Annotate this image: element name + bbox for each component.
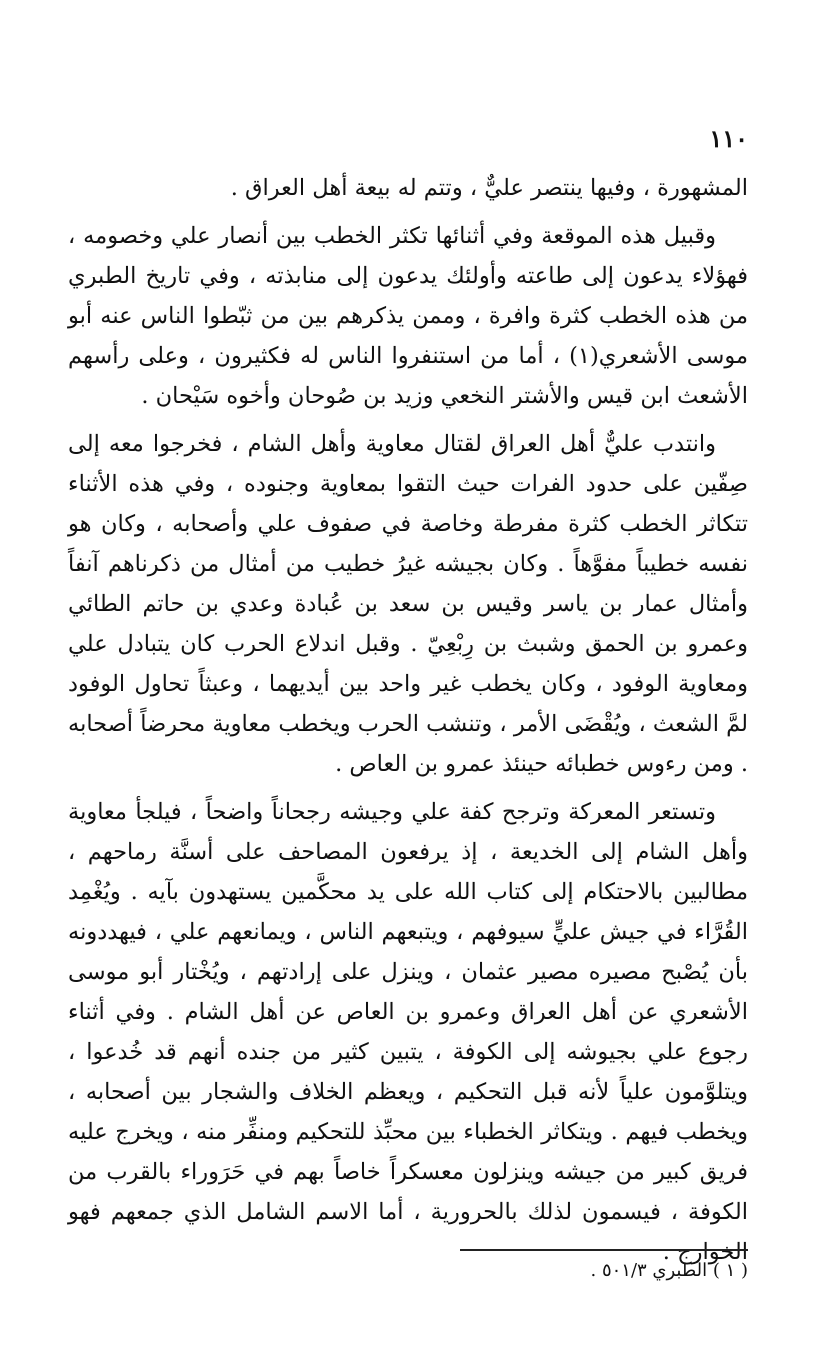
page-number: ١١٠ <box>709 124 748 153</box>
paragraph-2: وقبيل هذه الموقعة وفي أثنائها تكثر الخطب بين أنصار علي وخصومه ، فهؤلاء يدعون إلى طاعته وأولئك يدعون إلى منابذته ، وفي تاريخ الطبري من هذه الخطب كثرة وافرة ، وممن يذكرهم بين من ثبّطوا الناس عنه أبو موسى الأشعري(١) ، أما من استنفروا الناس له فكثيرون ، وعلى رأسهم الأشعث ابن قيس والأشتر النخعي وزيد بن صُوحان وأخوه سَيْحان . <box>68 223 749 409</box>
footnote-divider <box>460 1249 748 1251</box>
paragraph-3: وانتدب عليٌّ أهل العراق لقتال معاوية وأهل الشام ، فخرجوا معه إلى صِفّين على حدود الفرات حيث التقوا بمعاوية وجنوده ، وفي هذه الأثناء تتكاثر الخطب كثرة مفرطة وخاصة في صفوف علي وأصحابه ، وكان هو نفسه خطيباً مفوَّهاً . وكان بجيشه غيرُ خطيب من أمثال من ذكرناهم آنفاً وأمثال عمار بن ياسر وقيس بن سعد بن عُبادة وعدي بن حاتم الطائي وعمرو بن الحمق وشبث بن رِبْعِيّ . وقبل اندلاع الحرب كان يتبادل علي ومعاوية الوفود ، وكان يخطب غير واحد بين أيديهما ، وعبثاً تحاول الوفود لمَّ الشعث ، ويُقْضَى الأمر ، وتنشب الحرب ويخطب معاوية محرضاً أصحابه . ومن رءوس خطبائه حينئذ عمرو بن العاص . <box>68 431 748 777</box>
footnote: ( ١ ) الطبري ٥٠١/٣ . <box>590 1260 748 1281</box>
body-text <box>68 168 748 1280</box>
paragraph-1: المشهورة ، وفيها ينتصر عليٌّ ، وتتم له بيعة أهل العراق . <box>230 175 748 201</box>
paragraph-4: وتستعر المعركة وترجح كفة علي وجيشه رجحاناً واضحاً ، فيلجأ معاوية وأهل الشام إلى الخديعة ، إذ يرفعون المصاحف على أسنَّة رماحهم ، مطالبين بالاحتكام إلى كتاب الله على يد محكَّمين يستهدون بآيه . ويُغْمِد القُرَّاء في جيش عليٍّ سيوفهم ، ويتبعهم الناس ، ويمانعهم علي ، فيهددونه بأن يُصْبح مصيره مصير عثمان ، وينزل على إرادتهم ، ويُخْتار أبو موسى الأشعري عن أهل العراق وعمرو بن العاص عن أهل الشام . وفي أثناء رجوع علي بجيوشه إلى الكوفة ، يتبين كثير من جنده أنهم قد خُدعوا ، ويتلوَّمون علياً لأنه قبل التحكيم ، ويعظم الخلاف والشجار بين أصحابه ، ويخطب فيهم . ويتكاثر الخطباء بين محبِّذ للتحكيم ومنفِّر منه ، ويخرج عليه فريق كبير من جيشه وينزلون معسكراً خاصاً بهم في حَرَوراء بالقرب من الكوفة ، فيسمون لذلك بالحرورية ، أما الاسم الشامل الذي جمعهم فهو الخوارج . <box>68 799 748 1265</box>
